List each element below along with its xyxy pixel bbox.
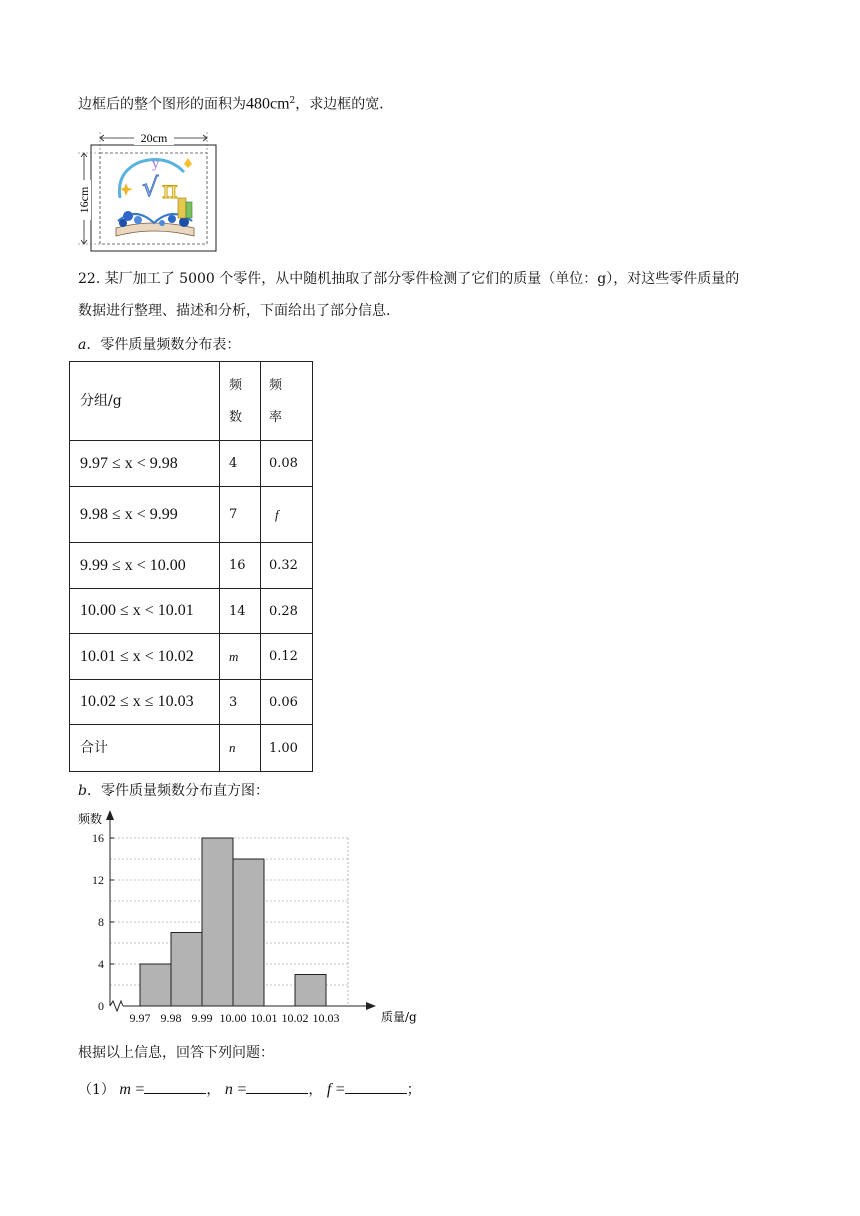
table-total-row: [70, 725, 313, 772]
histogram-bar: [233, 859, 264, 1006]
group-cell: 9.97 ≤ x < 9.98: [70, 441, 220, 487]
table-row: [70, 680, 313, 725]
width-label: 20cm: [140, 131, 168, 145]
m-variable: m: [119, 1081, 131, 1098]
frequency-cell: 3: [220, 680, 261, 725]
frequency-histogram: [70, 808, 417, 1033]
header-frequency: [220, 362, 261, 441]
header-group: 分组/g: [70, 362, 220, 441]
x-tick-label: 9.99: [191, 1011, 213, 1025]
header-rate: [261, 362, 313, 441]
frequency-cell: 14: [220, 589, 261, 634]
part-b-heading: [78, 780, 269, 802]
x-tick-label: 9.97: [129, 1011, 151, 1025]
x-axis-arrow: [366, 1002, 376, 1010]
y-tick-label: 0: [98, 999, 104, 1013]
area-value: 480cm: [246, 95, 290, 113]
area-superscript: 2: [289, 96, 296, 106]
histogram-bar: [171, 933, 202, 1007]
n-answer-blank[interactable]: [246, 1079, 308, 1094]
question-text-1: 某厂加工了 5000 个零件，从中随机抽取了部分零件检测了它们的质量（单位：g），对这些零件质量的: [104, 271, 740, 287]
x-tick-label: 9.98: [160, 1011, 182, 1025]
histogram-bar: [202, 838, 233, 1006]
total-frequency: n: [220, 725, 261, 772]
table-row: [70, 543, 313, 589]
sep-2: ，: [308, 1082, 323, 1098]
intro-suffix: ，求边框的宽．: [295, 96, 394, 113]
intro-prefix: 边框后的整个图形的面积为: [78, 96, 246, 113]
table-header-row: [70, 362, 313, 441]
sqrt-glyph: √: [142, 173, 159, 203]
part-b-text: ．零件质量频数分布直方图：: [86, 783, 269, 799]
x-axis-label: 质量/g: [381, 1010, 417, 1024]
y-tick-label: 8: [98, 915, 104, 929]
y-tick-label: 12: [92, 873, 104, 887]
total-rate: 1.00: [261, 725, 313, 772]
header-frequency-top: 频: [229, 378, 243, 393]
m-answer-blank[interactable]: [144, 1079, 206, 1094]
frequency-cell: 16: [220, 543, 261, 589]
part-b-letter: b: [78, 783, 87, 799]
x-tick-label: 10.03: [312, 1011, 340, 1025]
group-cell: 9.99 ≤ x < 10.00: [70, 543, 220, 589]
question-number: 22.: [78, 271, 101, 287]
m-equals: =: [135, 1081, 145, 1098]
sub-question-label: （1）: [78, 1082, 115, 1098]
x-tick-label: 10.01: [250, 1011, 278, 1025]
group-cell: 10.00 ≤ x < 10.01: [70, 589, 220, 634]
x-tick-label: 10.02: [281, 1011, 309, 1025]
header-rate-top: 频: [269, 378, 283, 393]
header-frequency-bottom: 数: [229, 410, 243, 425]
total-label: 合计: [70, 725, 220, 772]
n-equals: =: [237, 1081, 247, 1098]
math-artwork: [116, 157, 194, 236]
rate-cell: 0.06: [261, 680, 313, 725]
frequency-cell: 4: [220, 441, 261, 487]
y-axis-label: 频数: [78, 812, 103, 826]
table-row: [70, 634, 313, 680]
y-glyph: y: [152, 157, 160, 172]
height-label: 16cm: [77, 186, 91, 214]
frequency-cell: 7: [220, 487, 261, 543]
question-line-1: [78, 268, 739, 290]
f-variable: f: [326, 1081, 332, 1098]
rate-cell: 0.32: [261, 543, 313, 589]
rate-cell: 0.08: [261, 441, 313, 487]
group-cell: 9.98 ≤ x < 9.99: [70, 487, 220, 543]
f-equals: =: [335, 1081, 345, 1098]
part-a-heading: [78, 334, 240, 356]
rate-cell: f: [261, 487, 313, 543]
rate-cell: 0.12: [261, 634, 313, 680]
sub-question-1: [78, 1079, 421, 1101]
n-variable: n: [224, 1081, 233, 1098]
x-tick-label: 10.00: [219, 1011, 247, 1025]
y-axis-arrow: [106, 810, 114, 820]
end-mark: ；: [406, 1082, 421, 1098]
part-a-text: ．零件质量频数分布表：: [86, 337, 241, 353]
question-line-2: 数据进行整理、描述和分析，下面给出了部分信息．: [78, 303, 400, 319]
frequency-table: [69, 361, 313, 772]
histogram-bar: [140, 964, 171, 1006]
axis-break-icon: [110, 1001, 123, 1011]
f-answer-blank[interactable]: [345, 1079, 407, 1094]
header-rate-bottom: 率: [269, 410, 283, 425]
instruction-line: 根据以上信息，回答下列问题：: [78, 1045, 274, 1061]
y-tick-label: 16: [92, 831, 104, 845]
group-cell: 10.01 ≤ x < 10.02: [70, 634, 220, 680]
group-cell: 10.02 ≤ x ≤ 10.03: [70, 680, 220, 725]
pi-glyph: π: [162, 176, 178, 204]
table-row: [70, 589, 313, 634]
picture-frame-figure: [76, 128, 226, 254]
sep-1: ，: [206, 1082, 221, 1098]
rate-cell: 0.28: [261, 589, 313, 634]
table-row: [70, 441, 313, 487]
intro-line: [78, 90, 393, 116]
part-a-letter: a: [78, 337, 87, 353]
table-row: [70, 487, 313, 543]
frequency-cell: m: [220, 634, 261, 680]
y-tick-label: 4: [98, 957, 104, 971]
histogram-bar: [295, 975, 326, 1007]
